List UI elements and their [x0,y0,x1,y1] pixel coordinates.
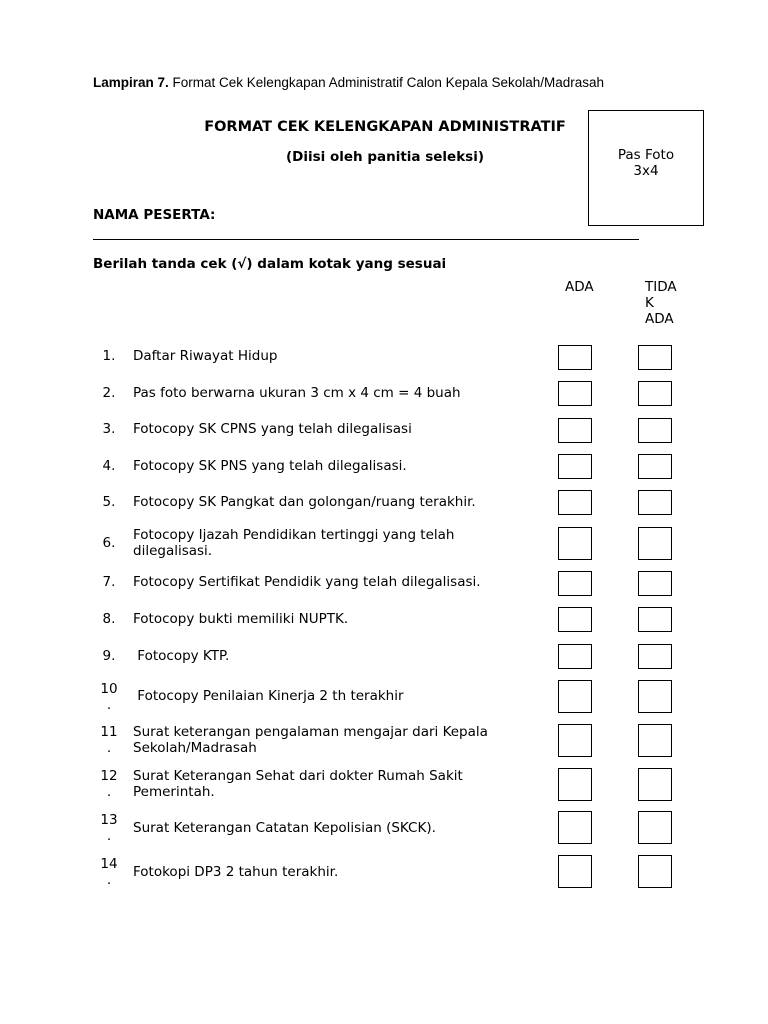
column-header-tidak-line: ADA [645,311,674,327]
checkbox-tidak-ada[interactable] [638,490,672,515]
checkbox-tidak-ada[interactable] [638,607,672,632]
item-number-part: 1. [102,348,116,364]
checkbox-ada[interactable] [558,768,592,801]
item-number [95,535,123,551]
item-text: Fotocopy Ijazah Pendidikan tertinggi yang telah dilegalisasi. [133,527,459,559]
checkbox-tidak-ada[interactable] [638,345,672,370]
item-number-part: 9. [102,648,116,664]
item-number-part: . [106,828,112,844]
participant-name-field[interactable] [93,239,639,240]
item-number [95,648,123,664]
item-text: Fotocopy Sertifikat Pendidik yang telah dilegalisasi. [133,574,481,590]
appendix-text: Format Cek Kelengkapan Administratif Calon Kepala Sekolah/Madrasah [168,75,605,90]
item-text: Pas foto berwarna ukuran 3 cm x 4 cm = 4 buah [133,385,461,401]
checkbox-tidak-ada[interactable] [638,418,672,443]
checkbox-ada[interactable] [558,644,592,669]
checkbox-tidak-ada[interactable] [638,680,672,713]
checkbox-tidak-ada[interactable] [638,768,672,801]
checkbox-tidak-ada[interactable] [638,811,672,844]
item-number-part: 11 [100,724,118,740]
item-number [95,768,123,800]
checkbox-tidak-ada[interactable] [638,644,672,669]
item-number-part: 7. [102,574,116,590]
item-number-part: 3. [102,421,116,437]
item-number [95,681,123,713]
item-number-part: . [106,697,112,713]
item-number-part: 4. [102,458,116,474]
column-header-ada: ADA [565,279,594,295]
checkbox-ada[interactable] [558,680,592,713]
checkbox-ada[interactable] [558,454,592,479]
checkbox-ada[interactable] [558,490,592,515]
checkbox-ada[interactable] [558,571,592,596]
checkbox-tidak-ada[interactable] [638,527,672,560]
item-number-part: 8. [102,611,116,627]
item-number-part: 14 [100,856,118,872]
item-text: Surat Keterangan Catatan Kepolisian (SKCK). [133,820,436,836]
item-text: Fotocopy Penilaian Kinerja 2 th terakhir [133,688,404,704]
item-number-part: 12 [100,768,118,784]
appendix-label: Lampiran 7. [93,75,169,90]
item-text: Fotocopy bukti memiliki NUPTK. [133,611,349,627]
checkbox-tidak-ada[interactable] [638,381,672,406]
checkbox-ada[interactable] [558,607,592,632]
checkbox-ada[interactable] [558,855,592,888]
item-number-part: . [106,740,112,756]
item-text: Fotokopi DP3 2 tahun terakhir. [133,864,339,880]
item-text: Fotocopy SK Pangkat dan golongan/ruang terakhir. [133,494,476,510]
checkbox-tidak-ada[interactable] [638,724,672,757]
checkbox-ada[interactable] [558,527,592,560]
item-number [95,724,123,756]
item-text: Surat Keterangan Sehat dari dokter Rumah Sakit Pemerintah. [133,768,468,800]
item-number [95,856,123,888]
item-text: Fotocopy KTP. [133,648,230,664]
item-number [95,812,123,844]
item-number [95,421,123,437]
checkbox-ada[interactable] [558,381,592,406]
item-text: Daftar Riwayat Hidup [133,348,278,364]
photo-label-line1: Pas Foto [617,147,675,163]
form-title: FORMAT CEK KELENGKAPAN ADMINISTRATIF [204,119,566,135]
item-number-part: . [106,784,112,800]
checkbox-ada[interactable] [558,418,592,443]
item-number-part: 6. [102,535,116,551]
checkbox-ada[interactable] [558,811,592,844]
item-number [95,611,123,627]
photo-box [588,110,704,226]
item-text: Fotocopy SK PNS yang telah dilegalisasi. [133,458,407,474]
item-number [95,348,123,364]
item-number [95,385,123,401]
item-number-part: 10 [100,681,118,697]
checkbox-tidak-ada[interactable] [638,454,672,479]
item-number-part: 2. [102,385,116,401]
item-number [95,574,123,590]
appendix-caption [93,75,604,90]
form-subtitle: (Diisi oleh panitia seleksi) [285,149,485,165]
photo-label-line2: 3x4 [633,163,659,179]
checkbox-ada[interactable] [558,724,592,757]
column-header-tidak-ada [645,279,685,327]
item-text: Fotocopy SK CPNS yang telah dilegalisasi [133,421,412,437]
item-number-part: . [106,872,112,888]
instruction-text: Berilah tanda cek (√) dalam kotak yang sesuai [93,256,447,272]
column-header-tidak-line: TIDA [645,279,677,295]
participant-name-label: NAMA PESERTA: [93,207,216,223]
item-number [95,458,123,474]
item-number-part: 5. [102,494,116,510]
checkbox-tidak-ada[interactable] [638,571,672,596]
item-number-part: 13 [100,812,118,828]
checkbox-tidak-ada[interactable] [638,855,672,888]
item-text: Surat keterangan pengalaman mengajar dari Kepala Sekolah/Madrasah [133,724,493,756]
item-number [95,494,123,510]
column-header-tidak-line: K [645,295,654,311]
checkbox-ada[interactable] [558,345,592,370]
